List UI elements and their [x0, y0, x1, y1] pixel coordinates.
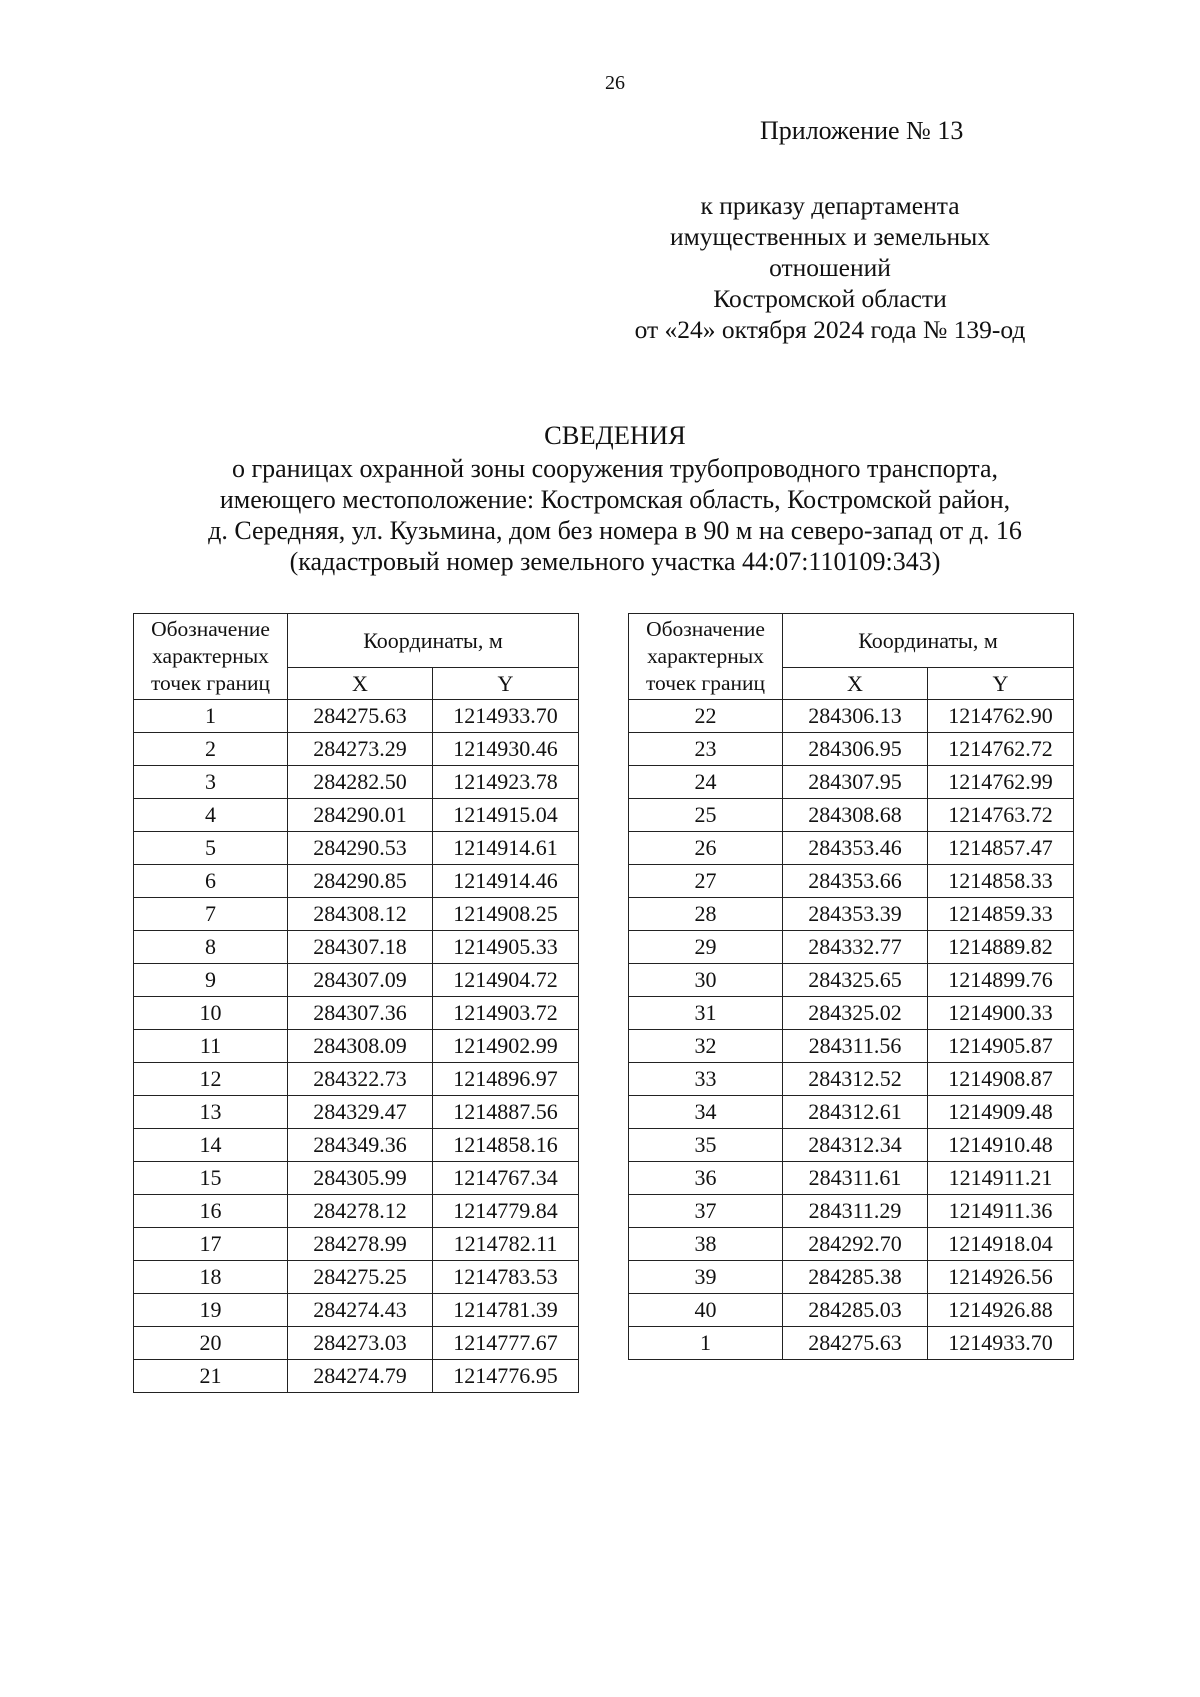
cell-point: 34 [629, 1096, 783, 1129]
cell-point: 38 [629, 1228, 783, 1261]
cell-point: 5 [134, 832, 288, 865]
cell-x: 284325.65 [783, 964, 928, 997]
heading-line: имеющего местоположение: Костромская область, Костромской район, [219, 485, 1011, 514]
heading-line: д. Середняя, ул. Кузьмина, дом без номера в 90 м на северо-запад от д. 16 [208, 516, 1022, 545]
cell-x: 284275.63 [288, 700, 433, 733]
table-row [629, 1195, 1074, 1228]
table-row [629, 1327, 1074, 1360]
order-ref-line: Костромской области [713, 284, 947, 313]
cell-point: 29 [629, 931, 783, 964]
cell-y: 1214776.95 [433, 1360, 579, 1393]
table-row [134, 1360, 579, 1393]
cell-x: 284273.03 [288, 1327, 433, 1360]
cell-y: 1214899.76 [928, 964, 1074, 997]
cell-y: 1214858.33 [928, 865, 1074, 898]
cell-x: 284273.29 [288, 733, 433, 766]
cell-point: 31 [629, 997, 783, 1030]
cell-x: 284312.34 [783, 1129, 928, 1162]
cell-point: 16 [134, 1195, 288, 1228]
cell-x: 284307.95 [783, 766, 928, 799]
table-row [134, 1327, 579, 1360]
cell-y: 1214859.33 [928, 898, 1074, 931]
cell-x: 284285.38 [783, 1261, 928, 1294]
cell-point: 3 [134, 766, 288, 799]
cell-point: 13 [134, 1096, 288, 1129]
table-row [629, 997, 1074, 1030]
cell-x: 284311.56 [783, 1030, 928, 1063]
table-row [629, 898, 1074, 931]
table-row [134, 931, 579, 964]
table-row [134, 733, 579, 766]
coordinates-table-left [133, 613, 579, 1393]
cell-point: 26 [629, 832, 783, 865]
cell-x: 284308.09 [288, 1030, 433, 1063]
cell-x: 284353.46 [783, 832, 928, 865]
table-row [134, 1162, 579, 1195]
cell-x: 284290.85 [288, 865, 433, 898]
order-ref-line: к приказу департамента [700, 191, 960, 220]
cell-y: 1214762.90 [928, 700, 1074, 733]
table-row [134, 1261, 579, 1294]
cell-x: 284311.61 [783, 1162, 928, 1195]
table-row [629, 733, 1074, 766]
cell-y: 1214763.72 [928, 799, 1074, 832]
table-row [134, 1096, 579, 1129]
cell-y: 1214915.04 [433, 799, 579, 832]
cell-y: 1214933.70 [928, 1327, 1074, 1360]
cell-x: 284312.52 [783, 1063, 928, 1096]
table-row [629, 865, 1074, 898]
cell-y: 1214767.34 [433, 1162, 579, 1195]
cell-y: 1214896.97 [433, 1063, 579, 1096]
cell-x: 284292.70 [783, 1228, 928, 1261]
cell-y: 1214926.56 [928, 1261, 1074, 1294]
cell-point: 1 [134, 700, 288, 733]
order-ref-line: от «24» октября 2024 года № 139-од [634, 315, 1026, 344]
table-row [134, 766, 579, 799]
table-row [134, 997, 579, 1030]
table-row [629, 1294, 1074, 1327]
cell-point: 28 [629, 898, 783, 931]
cell-y: 1214904.72 [433, 964, 579, 997]
table-row [629, 1228, 1074, 1261]
cell-y: 1214930.46 [433, 733, 579, 766]
cell-y: 1214918.04 [928, 1228, 1074, 1261]
table-row [134, 832, 579, 865]
cell-x: 284307.36 [288, 997, 433, 1030]
cell-point: 30 [629, 964, 783, 997]
cell-x: 284312.61 [783, 1096, 928, 1129]
cell-y: 1214902.99 [433, 1030, 579, 1063]
order-ref-line: отношений [769, 253, 891, 282]
cell-point: 14 [134, 1129, 288, 1162]
cell-point: 36 [629, 1162, 783, 1195]
cell-y: 1214782.11 [433, 1228, 579, 1261]
cell-y: 1214900.33 [928, 997, 1074, 1030]
cell-point: 17 [134, 1228, 288, 1261]
table-row [629, 1096, 1074, 1129]
cell-x: 284290.53 [288, 832, 433, 865]
cell-x: 284306.95 [783, 733, 928, 766]
table-row [134, 1063, 579, 1096]
cell-point: 24 [629, 766, 783, 799]
cell-y: 1214857.47 [928, 832, 1074, 865]
cell-point: 8 [134, 931, 288, 964]
table-row [629, 931, 1074, 964]
table-row [629, 832, 1074, 865]
header-coordinates: Координаты, м [783, 614, 1074, 668]
cell-y: 1214903.72 [433, 997, 579, 1030]
cell-x: 284322.73 [288, 1063, 433, 1096]
table-row [134, 898, 579, 931]
cell-x: 284353.66 [783, 865, 928, 898]
cell-x: 284274.79 [288, 1360, 433, 1393]
cell-y: 1214762.72 [928, 733, 1074, 766]
cell-y: 1214926.88 [928, 1294, 1074, 1327]
table-body-right [629, 700, 1074, 1360]
table-row [134, 700, 579, 733]
cell-point: 4 [134, 799, 288, 832]
order-reference [590, 190, 1070, 345]
header-y: Y [433, 668, 579, 700]
cell-y: 1214910.48 [928, 1129, 1074, 1162]
cell-x: 284305.99 [288, 1162, 433, 1195]
document-heading [0, 420, 1200, 577]
cell-x: 284278.99 [288, 1228, 433, 1261]
cell-point: 20 [134, 1327, 288, 1360]
cell-point: 23 [629, 733, 783, 766]
document-title: СВЕДЕНИЯ [544, 420, 686, 450]
cell-point: 37 [629, 1195, 783, 1228]
cell-y: 1214911.21 [928, 1162, 1074, 1195]
cell-x: 284308.12 [288, 898, 433, 931]
table-row [629, 1162, 1074, 1195]
table-row [629, 964, 1074, 997]
table-row [134, 1294, 579, 1327]
cell-point: 10 [134, 997, 288, 1030]
table-row [629, 1129, 1074, 1162]
table-row [134, 1030, 579, 1063]
cell-point: 35 [629, 1129, 783, 1162]
cell-y: 1214908.87 [928, 1063, 1074, 1096]
table-row [134, 865, 579, 898]
cell-point: 39 [629, 1261, 783, 1294]
cell-point: 12 [134, 1063, 288, 1096]
table-row [629, 1261, 1074, 1294]
cell-point: 21 [134, 1360, 288, 1393]
table-body-left [134, 700, 579, 1393]
cell-x: 284332.77 [783, 931, 928, 964]
table-row [629, 799, 1074, 832]
appendix-title: Приложение № 13 [760, 116, 964, 145]
page-number: 26 [605, 72, 625, 94]
cell-y: 1214762.99 [928, 766, 1074, 799]
cell-x: 284306.13 [783, 700, 928, 733]
header-x: X [288, 668, 433, 700]
cell-point: 9 [134, 964, 288, 997]
cell-y: 1214908.25 [433, 898, 579, 931]
cell-y: 1214914.46 [433, 865, 579, 898]
cell-x: 284353.39 [783, 898, 928, 931]
cell-x: 284275.63 [783, 1327, 928, 1360]
cell-y: 1214923.78 [433, 766, 579, 799]
cell-y: 1214905.33 [433, 931, 579, 964]
heading-line: о границах охранной зоны сооружения трубопроводного транспорта, [231, 454, 999, 483]
cell-y: 1214779.84 [433, 1195, 579, 1228]
header-designation: Обозначение характерных точек границ [134, 614, 288, 700]
cell-x: 284329.47 [288, 1096, 433, 1129]
header-x: X [783, 668, 928, 700]
cell-x: 284311.29 [783, 1195, 928, 1228]
header-y: Y [928, 668, 1074, 700]
header-designation: Обозначение характерных точек границ [629, 614, 783, 700]
cell-y: 1214911.36 [928, 1195, 1074, 1228]
cell-y: 1214909.48 [928, 1096, 1074, 1129]
cell-y: 1214933.70 [433, 700, 579, 733]
heading-line: (кадастровый номер земельного участка 44:07:110109:343) [289, 547, 941, 576]
cell-x: 284274.43 [288, 1294, 433, 1327]
cell-y: 1214781.39 [433, 1294, 579, 1327]
table-row [629, 700, 1074, 733]
cell-point: 27 [629, 865, 783, 898]
cell-y: 1214783.53 [433, 1261, 579, 1294]
cell-x: 284349.36 [288, 1129, 433, 1162]
cell-x: 284307.18 [288, 931, 433, 964]
coordinates-table-right [628, 613, 1074, 1360]
table-row [134, 1228, 579, 1261]
cell-x: 284285.03 [783, 1294, 928, 1327]
cell-x: 284290.01 [288, 799, 433, 832]
cell-x: 284307.09 [288, 964, 433, 997]
table-row [134, 1129, 579, 1162]
order-ref-line: имущественных и земельных [669, 222, 991, 251]
table-row [134, 799, 579, 832]
cell-y: 1214858.16 [433, 1129, 579, 1162]
table-row [629, 1063, 1074, 1096]
cell-y: 1214905.87 [928, 1030, 1074, 1063]
cell-point: 18 [134, 1261, 288, 1294]
header-coordinates: Координаты, м [288, 614, 579, 668]
table-row [134, 964, 579, 997]
cell-point: 19 [134, 1294, 288, 1327]
cell-point: 25 [629, 799, 783, 832]
cell-point: 7 [134, 898, 288, 931]
cell-point: 22 [629, 700, 783, 733]
cell-y: 1214887.56 [433, 1096, 579, 1129]
cell-x: 284325.02 [783, 997, 928, 1030]
table-row [134, 1195, 579, 1228]
cell-x: 284282.50 [288, 766, 433, 799]
cell-point: 2 [134, 733, 288, 766]
cell-point: 1 [629, 1327, 783, 1360]
cell-point: 6 [134, 865, 288, 898]
cell-y: 1214889.82 [928, 931, 1074, 964]
cell-point: 15 [134, 1162, 288, 1195]
cell-y: 1214777.67 [433, 1327, 579, 1360]
cell-y: 1214914.61 [433, 832, 579, 865]
cell-point: 32 [629, 1030, 783, 1063]
cell-x: 284308.68 [783, 799, 928, 832]
cell-point: 33 [629, 1063, 783, 1096]
cell-x: 284278.12 [288, 1195, 433, 1228]
cell-point: 11 [134, 1030, 288, 1063]
table-row [629, 1030, 1074, 1063]
cell-point: 40 [629, 1294, 783, 1327]
cell-x: 284275.25 [288, 1261, 433, 1294]
table-row [629, 766, 1074, 799]
